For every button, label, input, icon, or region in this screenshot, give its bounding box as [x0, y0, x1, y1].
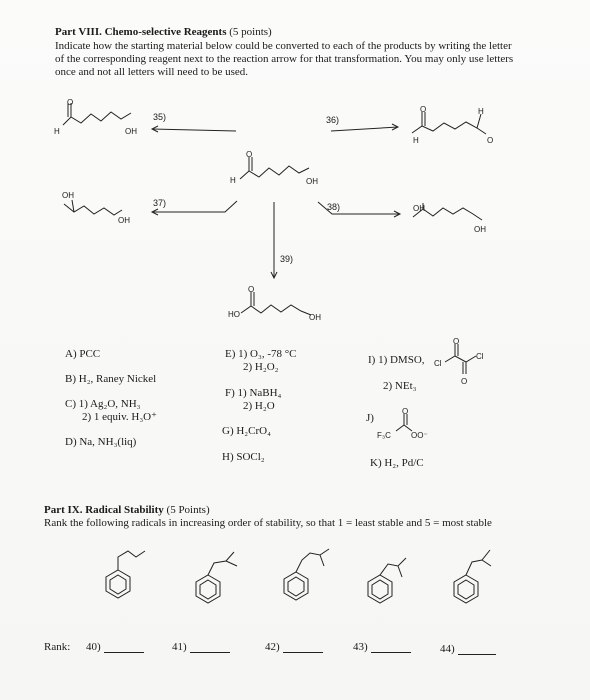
- radical-41-structure: [196, 552, 237, 603]
- reagent-c-step1: C) 1) Ag₂O, NH₃: [65, 398, 141, 410]
- radical-43-structure: [368, 558, 406, 603]
- atom-ho: HO: [228, 310, 240, 319]
- reagent-e-step2: 2) H₂O₂: [243, 361, 279, 373]
- reagent-f-step1: F) 1) NaBH₄: [225, 387, 282, 399]
- reagent-b: B) H₂, Raney Nickel: [65, 373, 157, 385]
- atom-o: O: [453, 337, 460, 346]
- part8-title: Part VIII. Chemo-selective Reagents: [55, 26, 227, 38]
- question-38-label: 38): [327, 202, 341, 212]
- rank-40-label: 40): [86, 641, 101, 653]
- rank-41-label: 41): [172, 641, 187, 653]
- reagent-f-step2: 2) H₂O: [243, 400, 275, 412]
- part8-instruction-line-3: once and not all letters will need to be used.: [55, 66, 249, 78]
- atom-h: H: [413, 136, 419, 145]
- atom-h: H: [478, 107, 484, 116]
- atom-h: H: [54, 127, 60, 136]
- rank-40-answer[interactable]: [104, 652, 144, 653]
- reagent-g: G) H₂CrO₄: [222, 425, 271, 437]
- rank-43-answer[interactable]: [371, 652, 411, 653]
- atom-o: O: [461, 377, 468, 386]
- atom-o: O: [402, 407, 409, 416]
- rank-43-label: 43): [353, 641, 368, 653]
- atom-h: H: [230, 176, 236, 185]
- reagent-i-step2: 2) NEt₃: [383, 380, 417, 392]
- atom-oh: OH: [413, 204, 425, 213]
- part9-instruction: Rank the following radicals in increasing order of stability, so that 1 = least stable and 5 = most stable: [44, 517, 492, 529]
- question-36-label: 36): [326, 115, 340, 125]
- radical-42-structure: [284, 549, 329, 600]
- part9-points: (5 Points): [166, 504, 210, 516]
- reagent-i-step1: I) 1) DMSO,: [368, 354, 425, 366]
- rank-44-answer[interactable]: [458, 654, 496, 655]
- reagent-d: D) Na, NH₃(liq): [65, 436, 137, 448]
- atom-oh: OH: [309, 313, 321, 322]
- reagent-k: K) H₂, Pd/C: [370, 457, 424, 469]
- atom-oh: OH: [306, 177, 318, 186]
- atom-o: O: [67, 98, 74, 107]
- atom-oo-anion: OO⁻: [411, 431, 428, 440]
- question-35-label: 35): [153, 112, 167, 122]
- reagent-j: J): [366, 412, 374, 424]
- reagent-c-step2: 2) 1 equiv. H₃O⁺: [82, 411, 157, 423]
- rank-41-answer[interactable]: [190, 652, 230, 653]
- reagent-h: H) SOCl₂: [222, 451, 265, 463]
- part8-instruction-line-1: Indicate how the starting material below could be converted to each of the products by writing the letter: [55, 40, 512, 52]
- atom-oh: OH: [118, 216, 130, 225]
- atom-o: O: [487, 136, 494, 145]
- rank-label: Rank:: [44, 641, 71, 653]
- reagent-e-step1: E) 1) O₃, -78 °C: [225, 348, 297, 360]
- atom-cl: Cl: [434, 359, 442, 368]
- atom-oh: OH: [125, 127, 137, 136]
- part8-points: (5 points): [229, 26, 272, 38]
- question-37-label: 37): [153, 198, 167, 208]
- question-39-label: 39): [280, 254, 294, 264]
- atom-f3c: F₃C: [377, 431, 391, 440]
- atom-o: O: [246, 150, 253, 159]
- reagent-a: A) PCC: [65, 348, 101, 360]
- radical-44-structure: [454, 550, 491, 603]
- rank-44-label: 44): [440, 643, 455, 655]
- atom-oh: OH: [474, 225, 486, 234]
- atom-oh: OH: [62, 191, 74, 200]
- part8-instruction-line-2: of the corresponding reagent next to the reaction arrow for that transformation. You may only use letters: [55, 53, 514, 65]
- radical-40-structure: [106, 551, 145, 598]
- rank-42-label: 42): [265, 641, 280, 653]
- atom-cl: Cl: [476, 352, 484, 361]
- rank-42-answer[interactable]: [283, 652, 323, 653]
- atom-o: O: [248, 285, 255, 294]
- atom-o: O: [420, 105, 427, 114]
- part9-title: Part IX. Radical Stability: [44, 504, 164, 516]
